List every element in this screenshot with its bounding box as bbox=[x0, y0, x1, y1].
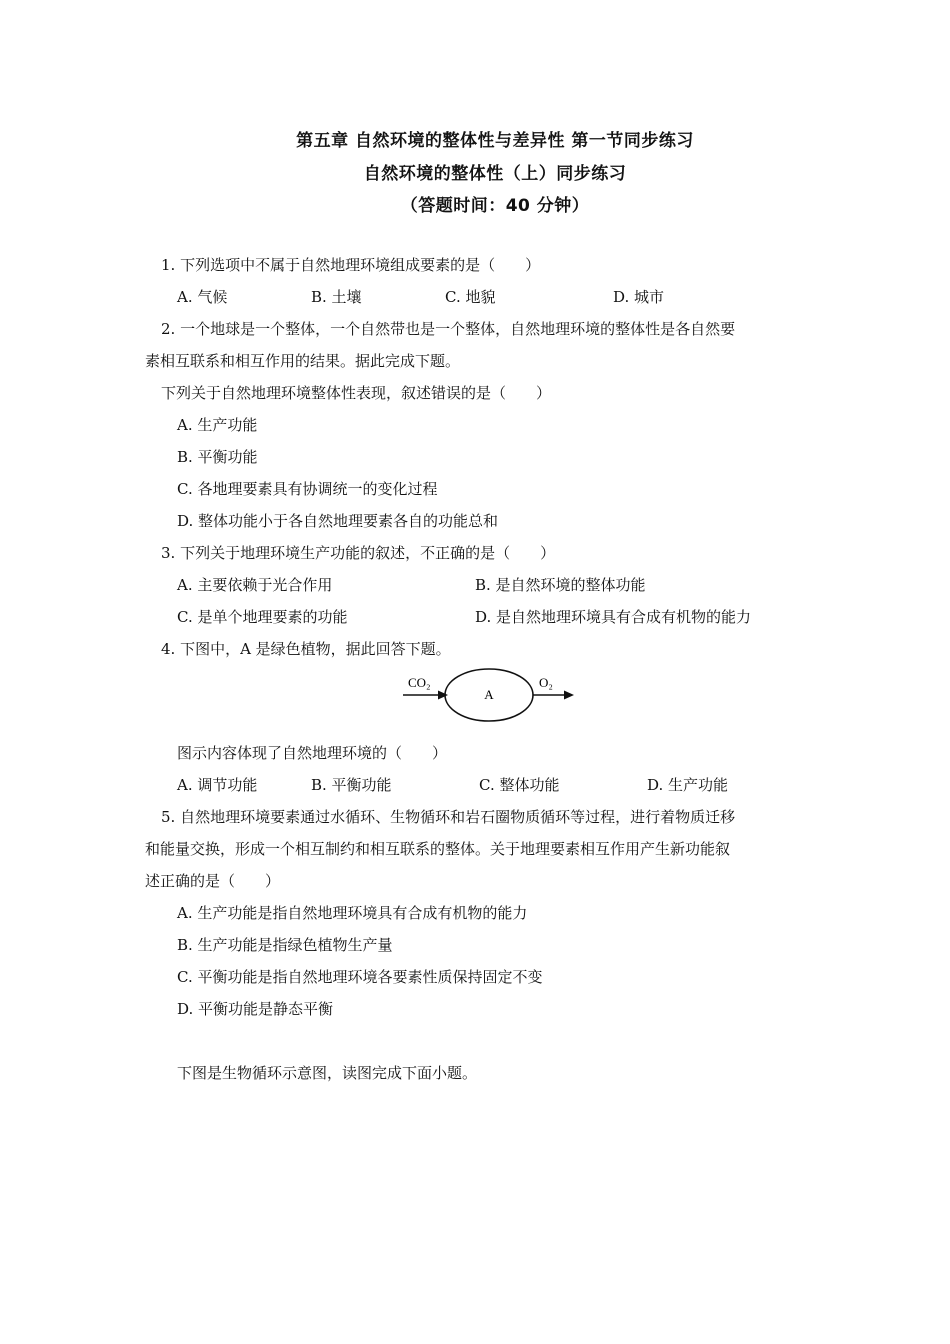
q1-stem: 1. 下列选项中不属于自然地理环境组成要素的是（ ） bbox=[161, 256, 541, 274]
q2-intro-line2: 素相互联系和相互作用的结果。据此完成下题。 bbox=[145, 352, 461, 370]
section-title: 自然环境的整体性（上）同步练习 bbox=[363, 164, 627, 184]
q5-option-c: C. 平衡功能是指自然地理环境各要素性质保持固定不变 bbox=[177, 968, 543, 986]
q3-option-a: A. 主要依赖于光合作用 bbox=[177, 576, 333, 594]
q2-option-c: C. 各地理要素具有协调统一的变化过程 bbox=[177, 480, 438, 498]
q1-option-c: C. 地貌 bbox=[445, 288, 496, 306]
q5-option-a: A. 生产功能是指自然地理环境具有合成有机物的能力 bbox=[177, 904, 528, 922]
q2-intro-line1: 2. 一个地球是一个整体，一个自然带也是一个整体，自然地理环境的整体性是各自然要 bbox=[161, 320, 736, 338]
q5-line2: 和能量交换，形成一个相互制约和相互联系的整体。关于地理要素相互作用产生新功能叙 bbox=[145, 840, 731, 858]
q4-stem: 4. 下图中，A 是绿色植物，据此回答下题。 bbox=[161, 640, 451, 658]
q1-option-d: D. 城市 bbox=[613, 288, 665, 306]
q4-sub-stem: 图示内容体现了自然地理环境的（ ） bbox=[177, 744, 448, 762]
q3-option-b: B. 是自然环境的整体功能 bbox=[475, 576, 646, 594]
q3-option-c: C. 是单个地理要素的功能 bbox=[177, 608, 348, 626]
q2-stem: 下列关于自然地理环境整体性表现，叙述错误的是（ ） bbox=[161, 384, 552, 402]
q5-line3: 述正确的是（ ） bbox=[145, 872, 281, 890]
q5-option-d: D. 平衡功能是静态平衡 bbox=[177, 1000, 334, 1018]
output-arrowhead bbox=[564, 691, 574, 700]
q1-option-b: B. 土壤 bbox=[311, 288, 362, 306]
chapter-title: 第五章 自然环境的整体性与差异性 第一节同步练习 bbox=[296, 131, 694, 151]
co2-label: CO₂ bbox=[408, 675, 431, 690]
q5-option-b: B. 生产功能是指绿色植物生产量 bbox=[177, 936, 393, 954]
a-label: A bbox=[484, 687, 494, 702]
time-limit: （答题时间：40 分钟） bbox=[400, 196, 590, 216]
photosynthesis-diagram bbox=[400, 668, 580, 728]
o2-label: O₂ bbox=[539, 675, 553, 690]
q4-option-c: C. 整体功能 bbox=[479, 776, 560, 794]
q2-option-a: A. 生产功能 bbox=[177, 416, 258, 434]
q4-option-d: D. 生产功能 bbox=[647, 776, 729, 794]
q2-option-d: D. 整体功能小于各自然地理要素各自的功能总和 bbox=[177, 512, 499, 530]
q3-stem: 3. 下列关于地理环境生产功能的叙述，不正确的是（ ） bbox=[161, 544, 556, 562]
q1-option-a: A. 气候 bbox=[177, 288, 228, 306]
q5-line1: 5. 自然地理环境要素通过水循环、生物循环和岩石圈物质循环等过程，进行着物质迁移 bbox=[161, 808, 736, 826]
q4-option-a: A. 调节功能 bbox=[177, 776, 258, 794]
input-arrowhead bbox=[438, 691, 448, 700]
q2-option-b: B. 平衡功能 bbox=[177, 448, 258, 466]
q3-option-d: D. 是自然地理环境具有合成有机物的能力 bbox=[475, 608, 752, 626]
bio-cycle-note: 下图是生物循环示意图，读图完成下面小题。 bbox=[177, 1064, 478, 1082]
q4-option-b: B. 平衡功能 bbox=[311, 776, 392, 794]
